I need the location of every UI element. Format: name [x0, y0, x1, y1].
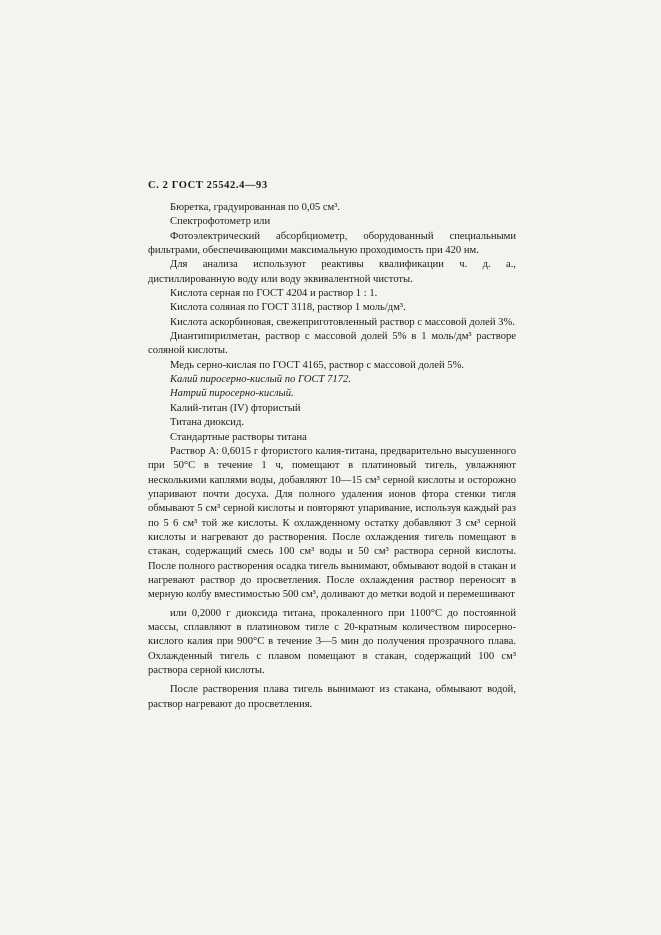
paragraph-after-dissolution: После растворения плава тигель вынимают из стакана, обмывают водой, раствор нагревают до просветления. — [148, 684, 516, 710]
paragraph-solution-a-alternative: или 0,2000 г диоксида титана, прокаленного при 1100°С до постоянной массы, сплавляют в платиновом тигле с 20-кратным количеством пиросерно-кислого калия при 900°С в течение 3—5 мин до получения прозрачного плава. Охлажденный тигель с плавом помещают в стакан, содержащий 100 см³ раствора серной кислоты. — [148, 607, 516, 676]
paragraph-solution-a: Раствор А: 0,6015 г фтористого калия-титана, предварительно высушенного при 50°С в течение 1 ч, помещают в платиновый тигель, увлажняют несколькими каплями воды, добавляют 10—15 см³ серной кислоты и осторожно упаривают почти досуха. Для полного удаления ионов фтора стенки тигля обмывают 5 см³ серной кислоты и повторяют упаривание, используя каждый раз по 5 6 см³ той же кислоты. К охлажденному остатку добавляют 3 см³ серной кислоты и нагревают до растворения. После охлаждения тигель помещают в стакан, содержащий смесь 100 см³ воды и 50 см³ раствора серной кислоты. После полного растворения осадка тигель вынимают, обмывают водой в стакан и нагревают раствор до просветления. После охлаждения раствор переносят в мерную колбу вместимостью 500 см³, доливают до метки водой и перемешивают — [148, 445, 516, 601]
paragraph-reagents: Для анализа используют реактивы квалификации ч. д. а., дистиллированную воду или воду эквивалентной чистоты. — [148, 259, 516, 285]
paragraph-ascorbic-acid: Кислота аскорбиновая, свежеприготовленный раствор с массовой долей 3%. — [170, 316, 515, 328]
paragraph-spectrophotometer: Спектрофотометр или — [170, 216, 271, 228]
paragraph-standard-solutions: Стандартные растворы титана — [170, 431, 307, 443]
paragraph-diantipyrylmethane: Диантипирилметан, раствор с массовой долей 5% в 1 моль/дм³ растворе соляной кислоты. — [148, 331, 516, 357]
paragraph-absorptiometer: Фотоэлектрический абсорбциометр, оборудованный специальными фильтрами, обеспечивающими максимальную проходимость при 420 нм. — [148, 230, 516, 257]
paragraph-potassium-pyrosulfate: Калий пиросерно-кислый по ГОСТ 7172. — [170, 374, 351, 386]
paragraph-sulfuric-acid: Кислота серная по ГОСТ 4204 и раствор 1 : 1. — [170, 288, 378, 300]
paragraph-sodium-pyrosulfate: Натрий пиросерно-кислый. — [170, 388, 294, 400]
paragraph-titanium-dioxide: Титана диоксид. — [170, 417, 245, 429]
paragraph-copper-sulfate: Медь серно-кислая по ГОСТ 4165, раствор с массовой долей 5%. — [170, 359, 465, 371]
paragraph-burette: Бюретка, градуированная по 0,05 см³. — [170, 202, 341, 213]
document-body — [148, 201, 516, 712]
paragraph-hydrochloric-acid: Кислота соляная по ГОСТ 3118, раствор 1 моль/дм³. — [170, 302, 406, 314]
page-header: С. 2 ГОСТ 25542.4—93 — [148, 180, 268, 191]
paragraph-potassium-titanium-fluoride: Калий-титан (IV) фтористый — [170, 402, 301, 414]
